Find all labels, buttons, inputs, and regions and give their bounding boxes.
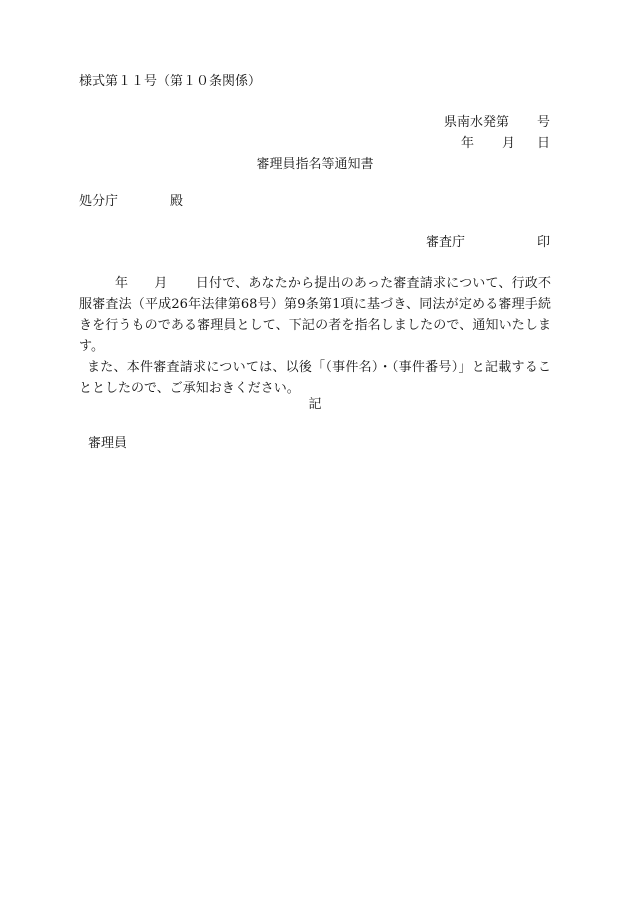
document-number-suffix: 号: [536, 115, 550, 130]
document-title: 審理員指名等通知書: [256, 157, 374, 172]
notice-paragraph-1: [79, 273, 551, 357]
document-number-prefix: 県南水発第: [443, 115, 509, 130]
examiner-label: 審理員: [88, 436, 128, 451]
document-date: [461, 135, 550, 153]
date-month: 月: [501, 136, 515, 151]
notice-paragraph-2: また、本件審査請求については、以後「（事件名）・（事件番号）」と記載することとしたので、ご承知おきください。: [79, 360, 551, 396]
recipient-name: 処分庁: [79, 194, 119, 209]
body-month: 月: [154, 276, 168, 291]
body-year: 年: [115, 276, 129, 291]
sender: [426, 234, 550, 252]
document-number: [444, 114, 550, 132]
body-paragraph-1-text: 日付で、あなたから提出のあった審査請求について、行政不服審査法（平成26年法律第68号）第9条第1項に基づき、同法が定める審理手続きを行うものである審理員として、下記の者を指名しましたので、通知いたします。: [79, 276, 551, 354]
sender-name: 審査庁: [425, 235, 465, 250]
form-number: 様式第１１号（第１０条関係）: [79, 74, 262, 89]
notice-body: [79, 273, 551, 399]
recipient-honorific: 殿: [170, 194, 184, 209]
sender-seal: 印: [536, 235, 550, 250]
date-day: 日: [536, 136, 550, 151]
ki-heading: 記: [308, 397, 322, 412]
date-year: 年: [460, 136, 474, 151]
recipient: [79, 193, 183, 211]
